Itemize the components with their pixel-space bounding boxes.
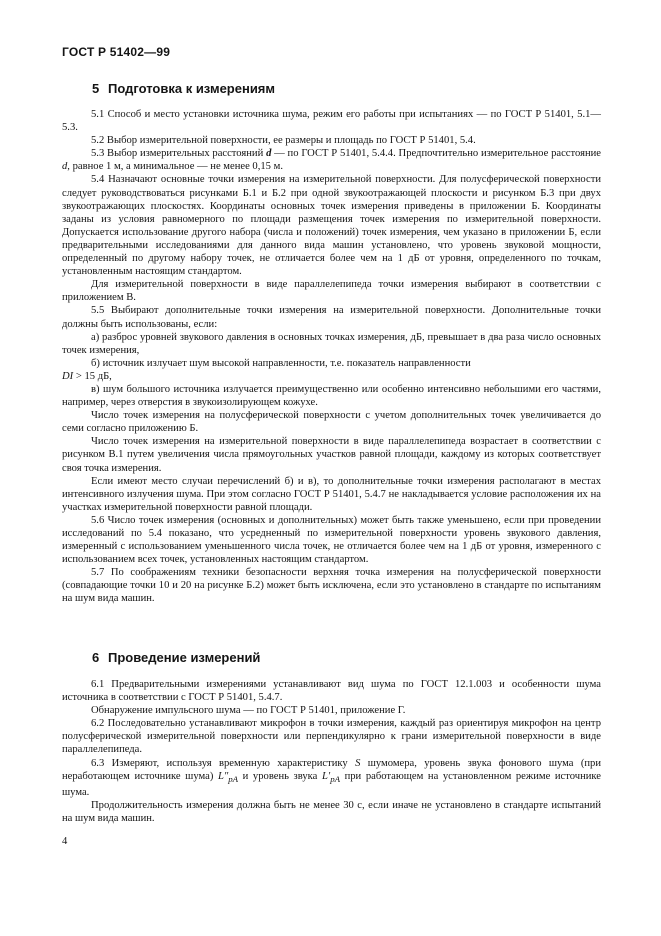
section-5-heading <box>92 81 275 96</box>
paragraph-5-1: 5.1 Способ и место установки источника шума, режим его работы при испытаниях — по ГОСТ Р 51401, 5.1—5.3. <box>62 109 601 134</box>
list-item-b: б) источник излучает шум высокой направленности, т.е. показатель направленности <box>91 357 471 369</box>
section-6-heading <box>92 650 260 665</box>
symbol-lpa-operating: L′ <box>321 770 331 782</box>
section-5-body <box>62 108 601 606</box>
paragraph-6-3: 6.3 Измеряют, используя временную характеристику S шумомера, уровень звука фонового шума (при неработающем источнике шума) $L''_{pA}$ и уровень звука $L'_{pA}$ при работающем на установленном режиме источнике шума. <box>62 757 601 798</box>
page-number: 4 <box>62 836 68 847</box>
paragraph-5-7: 5.7 По соображениям техники безопасности верхняя точка измерения на полусферической поверхности (совпадающие точки 10 и 20 на рисунке Б.2) может быть исключена, если это установлено в стандарте по испытаниям на шум вида машин. <box>62 567 601 605</box>
list-item-a: а) разброс уровней звукового давления в основных точках измерения, дБ, превышает в два раза число основных точек измерения, <box>62 331 601 356</box>
paragraph-6-1-impulse: Обнаружение импульсного шума — по ГОСТ Р 51401, приложение Г. <box>91 705 406 717</box>
paragraph-5-5: 5.5 Выбирают дополнительные точки измерения на измерительной поверхности. Дополнительные точки должны быть использованы, если: <box>62 305 601 330</box>
list-item-c: в) шум большого источника излучается преимущественно или особенно интенсивно небольшими его частями, например, через отверстия в звукоизолирующем кожухе. <box>62 383 601 409</box>
symbol-s: S <box>355 757 361 769</box>
paragraph-5-3: 5.3 Выбор измерительных расстояний d — по ГОСТ Р 51401, 5.4.4. Предпочтительно измерительное расстояние d, равное 1 м, а минимальное — не менее 0,15 м. <box>62 148 601 173</box>
symbol-d: d <box>266 148 272 160</box>
section-6-number: 6 <box>92 650 100 665</box>
section-5-title: Подготовка к измерениям <box>108 81 276 96</box>
paragraph-6-2: 6.2 Последовательно устанавливают микрофон в точки измерения, каждый раз ориентируя микрофон на центр полусферической измерительной поверхности или перпендикулярно к грани измерительной поверхности в виде параллелепипеда. <box>62 718 601 756</box>
symbol-lpa-background: L″ <box>217 770 229 782</box>
symbol-d-2: d <box>62 161 68 173</box>
section-6-body <box>62 678 601 825</box>
section-6-title: Проведение измерений <box>108 650 261 665</box>
paragraph-5-4: 5.4 Назначают основные точки измерения на измерительной поверхности. Для полусферической поверхности следует руководствоваться рисунками Б.1 и Б.2 при одной звукоотражающей плоскости и рисунком Б.3 при двух звукоотражающих плоскостях. Координаты основных точек измерения приведены в приложении Б. Координаты заданы из условия равномерного по площади размещения точек измерения по измерительной поверхности. Допускается использование другого набора (числа и положений) точек измерения, чем указано в приложении Б, если предварительными исследованиями для данного вида машин установлено, что уровень звуковой мощности, определенный по другому набору точек, не отличается более чем на 1 дБ от уровня, определенного по точкам, установленным настоящим стандартом. <box>62 174 601 278</box>
list-item-b-continuation: DI > 15 дБ, <box>62 370 112 382</box>
paragraph-5-6: 5.6 Число точек измерения (основных и дополнительных) может быть также уменьшено, если при проведении исследований по 5.4 показано, что усредненный по измерительной поверхности уровень звукового давления, измеренный с использованием уменьшенного числа точек, не отличается более чем на 1 дБ от уровня, измеренного с использованием всех точек, установленных настоящим стандартом. <box>62 514 601 566</box>
paragraph-6-1: 6.1 Предварительными измерениями устанавливают вид шума по ГОСТ 12.1.003 и особенности шума источника в соответствии с ГОСТ Р 51401, 5.4.7. <box>62 679 601 704</box>
section-5-number: 5 <box>92 81 100 96</box>
paragraph-5-2: 5.2 Выбор измерительной поверхности, ее размеры и площадь по ГОСТ Р 51401, 5.4. <box>91 135 476 147</box>
running-head: ГОСТ Р 51402—99 <box>62 45 171 59</box>
paragraph-5-4-parallelepiped: Для измерительной поверхности в виде параллелепипеда точки измерения выбирают в соответствии с приложением В. <box>62 279 601 304</box>
paragraph-6-3-duration: Продолжительность измерения должна быть не менее 30 с, если иначе не установлено в стандарте испытаний на шум вида машин. <box>62 799 601 825</box>
paragraph-5-5-hemisphere: Число точек измерения на полусферической поверхности с учетом дополнительных точек увеличивается до семи согласно приложению Б. <box>62 410 601 435</box>
paragraph-5-5-cases: Если имеют место случаи перечислений б) и в), то дополнительные точки измерения располагают в местах интенсивного излучения шума. При этом согласно ГОСТ Р 51401, 5.4.7 не накладывается условие расположения их на участках измерительной поверхности равной площади. <box>62 475 601 513</box>
paragraph-5-5-parallelepiped: Число точек измерения на измерительной поверхности в виде параллелепипеда возрастает в соответствии с рисунком В.1 путем увеличения числа прямоугольных участков равной площади, каждому из которых соответствует своя точка измерения. <box>62 436 601 474</box>
symbol-di: DI <box>62 370 74 382</box>
